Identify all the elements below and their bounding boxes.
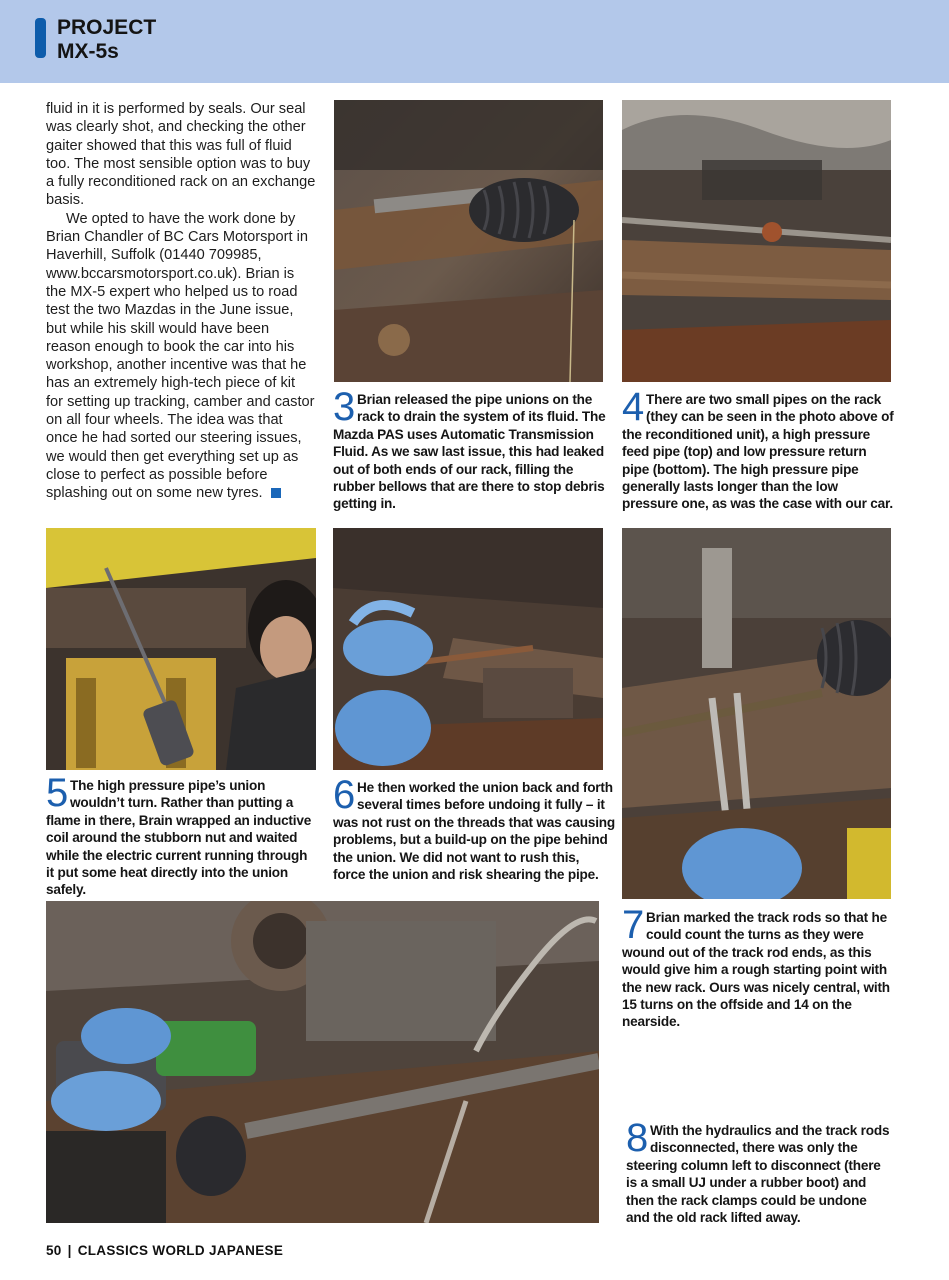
article-body — [46, 100, 316, 503]
article-paragraph: We opted to have the work done by Brian Chandler of BC Cars Motorsport in Haverhill, Suffolk (01440 709985, www.bccarsmotorsport.co.uk). Brian is the MX-5 expert who helped us to road test the two Mazdas in the June issue, but while his skill would have been reason enough to book the car into his workshop, another incentive was that he has an extremely high-tech piece of kit for setting up tracking, camber and castor on all four wheels. The idea was that once he had sorted our steering issues, we would then get everything set up as close to perfect as possible before splashing out on some new tyres. — [46, 210, 315, 502]
caption-step-4 — [622, 385, 897, 513]
article-paragraph: fluid in it is performed by seals. Our seal was clearly shot, and checking the other gaiter showed that this was full of fluid too. The most sensible option was to buy a fully reconditioned rack on an exchange basis. — [46, 101, 316, 209]
publication-name: CLASSICS WORLD JAPANESE — [77, 1243, 284, 1258]
caption-number: 8 — [626, 1116, 649, 1160]
caption-step-6 — [333, 773, 616, 883]
photo-step-7 — [622, 528, 891, 899]
photo-step-5 — [46, 528, 316, 770]
header-accent-bar — [35, 18, 46, 58]
caption-text: Brian marked the track rods so that he could count the turns as they were wound out of the track rod ends, as this would give him a rough starting point with the new rack. Ours was nicely central, with 15 turns on the offside and 14 on the nearside. — [622, 910, 890, 1030]
caption-text: With the hydraulics and the track rods disconnected, there was only the steering column left to disconnect (there is a small UJ under a rubber boot) and then the rack clamps could be undone and the old rack lifted away. — [626, 1123, 890, 1226]
photo-step-3 — [334, 100, 603, 382]
caption-text: There are two small pipes on the rack (they can be seen in the photo above of the reconditioned unit), a high pressure feed pipe (top) and low pressure return pipe (bottom). The high pressure pipe generally lasts longer than the low pressure one, as was the case with our car. — [622, 392, 894, 512]
caption-text: The high pressure pipe’s union wouldn’t turn. Rather than putting a flame in there, Brain wrapped an inductive coil around the stubborn nut and waited while the electric current running through it put some heat directly into the union safely. — [46, 778, 312, 898]
photo-step-8 — [46, 901, 599, 1223]
caption-number: 6 — [333, 773, 356, 817]
section-title — [57, 16, 156, 64]
caption-number: 7 — [622, 903, 645, 947]
caption-text: He then worked the union back and forth several times before undoing it fully – it was not rust on the threads that was causing problems, but a build-up on the pipe behind the union. We did not want to rush this, force the union and risk shearing the pipe. — [333, 780, 616, 883]
caption-number: 4 — [622, 385, 645, 429]
end-of-article-mark — [271, 488, 281, 498]
caption-step-7 — [622, 903, 894, 1031]
caption-text: Brian released the pipe unions on the rack to drain the system of its fluid. The Mazda PAS uses Automatic Transmission Fluid. As we saw last issue, this had leaked out of both ends of our rack, filling the rubber bellows that are there to stop debris getting in. — [333, 392, 606, 512]
caption-step-3 — [333, 385, 608, 513]
footer-separator: | — [67, 1243, 72, 1258]
caption-number: 5 — [46, 771, 69, 815]
section-title-line1: PROJECT — [57, 16, 157, 39]
caption-step-8 — [626, 1116, 892, 1226]
page-footer — [46, 1243, 283, 1258]
page-number: 50 — [46, 1243, 62, 1258]
caption-step-5 — [46, 771, 318, 899]
page-header — [0, 0, 949, 83]
photo-step-4 — [622, 100, 891, 382]
section-title-line2: MX-5s — [57, 40, 119, 63]
photo-step-6 — [333, 528, 603, 770]
caption-number: 3 — [333, 385, 356, 429]
